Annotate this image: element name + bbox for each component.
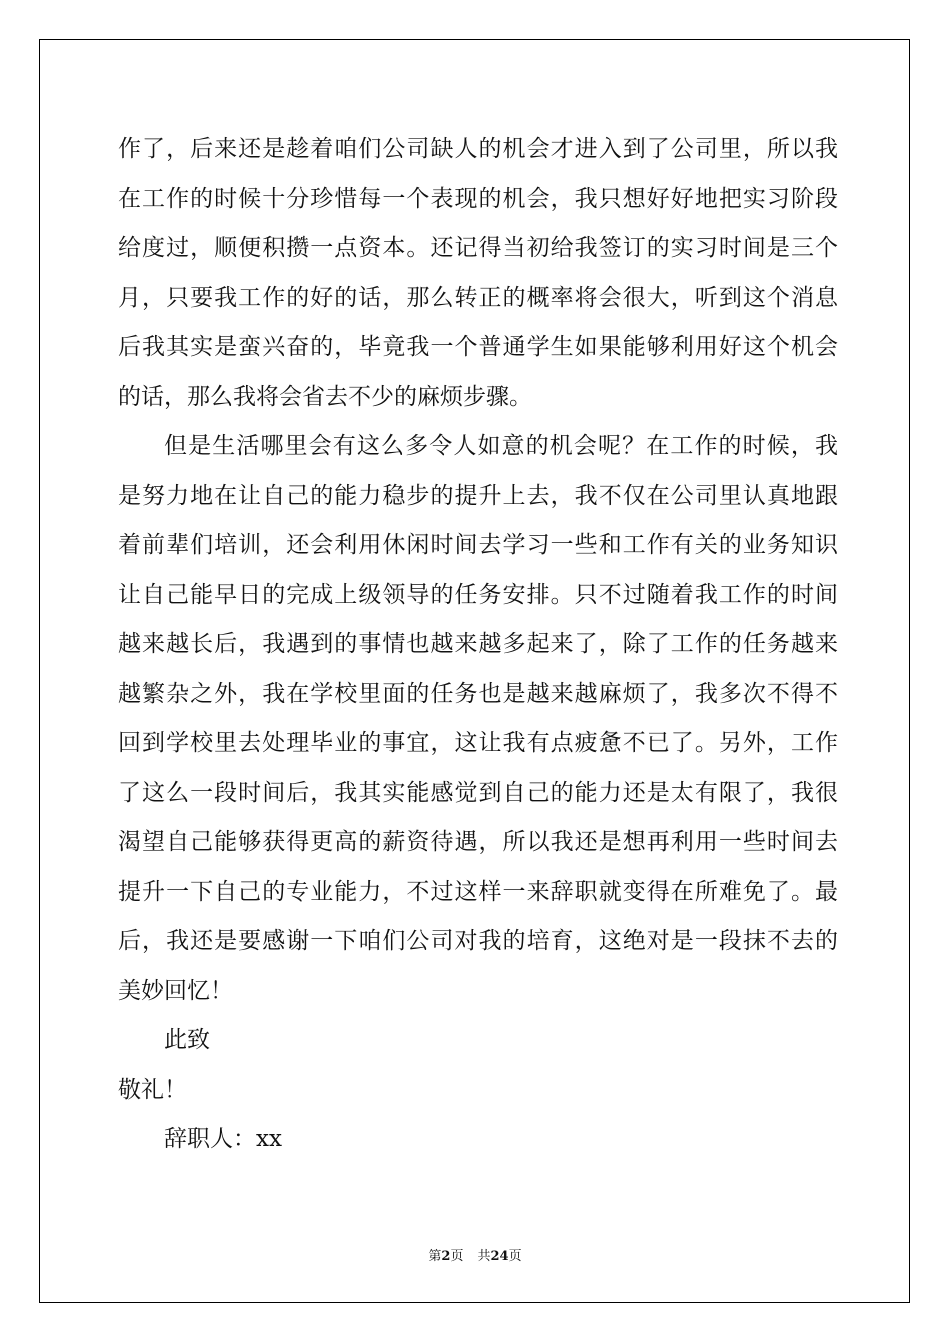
body-line: 让自己能早日的完成上级领导的任务安排。只不过随着我工作的时间: [118, 581, 838, 608]
body-line: 月，只要我工作的好的话，那么转正的概率将会很大，听到这个消息: [118, 284, 838, 311]
letter-body: [118, 125, 838, 1165]
total-suffix: 页: [508, 1249, 522, 1264]
body-line: 渴望自己能够获得更高的薪资待遇，所以我还是想再利用一些时间去: [118, 829, 838, 855]
page-prefix: 第: [428, 1249, 442, 1264]
page-number: 2: [441, 1249, 451, 1264]
total-prefix: 共: [477, 1249, 491, 1264]
closing-regards: 敬礼！: [118, 1076, 187, 1103]
body-line: 给度过，顺便积攒一点资本。还记得当初给我签订的实习时间是三个: [118, 235, 838, 261]
body-line: 是努力地在让自己的能力稳步的提升上去，我不仅在公司里认真地跟: [118, 482, 838, 509]
body-line: 后我其实是蛮兴奋的，毕竟我一个普通学生如果能够利用好这个机会: [118, 334, 838, 360]
page-footer: [0, 1245, 950, 1264]
body-line: 后，我还是要感谢一下咱们公司对我的培育，这绝对是一段抹不去的: [118, 928, 838, 954]
closing-salutation: 此致: [164, 1027, 210, 1053]
body-line: 在工作的时候十分珍惜每一个表现的机会，我只想好好地把实习阶段: [118, 185, 838, 212]
page-suffix: 页: [450, 1249, 464, 1264]
body-line: 越来越长后，我遇到的事情也越来越多起来了，除了工作的任务越来: [118, 631, 838, 657]
body-line: 作了，后来还是趁着咱们公司缺人的机会才进入到了公司里，所以我: [118, 136, 838, 162]
paragraph-start-line: 但是生活哪里会有这么多令人如意的机会呢？在工作的时候，我: [164, 433, 838, 459]
signature-line: 辞职人：xx: [164, 1126, 282, 1152]
body-line: 美妙回忆！: [118, 977, 233, 1004]
total-pages: 24: [490, 1249, 509, 1264]
body-line: 提升一下自己的专业能力，不过这样一来辞职就变得在所难免了。最: [118, 878, 838, 905]
body-line: 回到学校里去处理毕业的事宜，这让我有点疲惫不已了。另外，工作: [118, 730, 838, 756]
body-line: 越繁杂之外，我在学校里面的任务也是越来越麻烦了，我多次不得不: [118, 680, 838, 707]
body-line: 的话，那么我将会省去不少的麻烦步骤。: [118, 383, 532, 410]
body-line: 了这么一段时间后，我其实能感觉到自己的能力还是太有限了，我很: [118, 779, 838, 806]
body-line: 着前辈们培训，还会利用休闲时间去学习一些和工作有关的业务知识: [118, 532, 838, 558]
